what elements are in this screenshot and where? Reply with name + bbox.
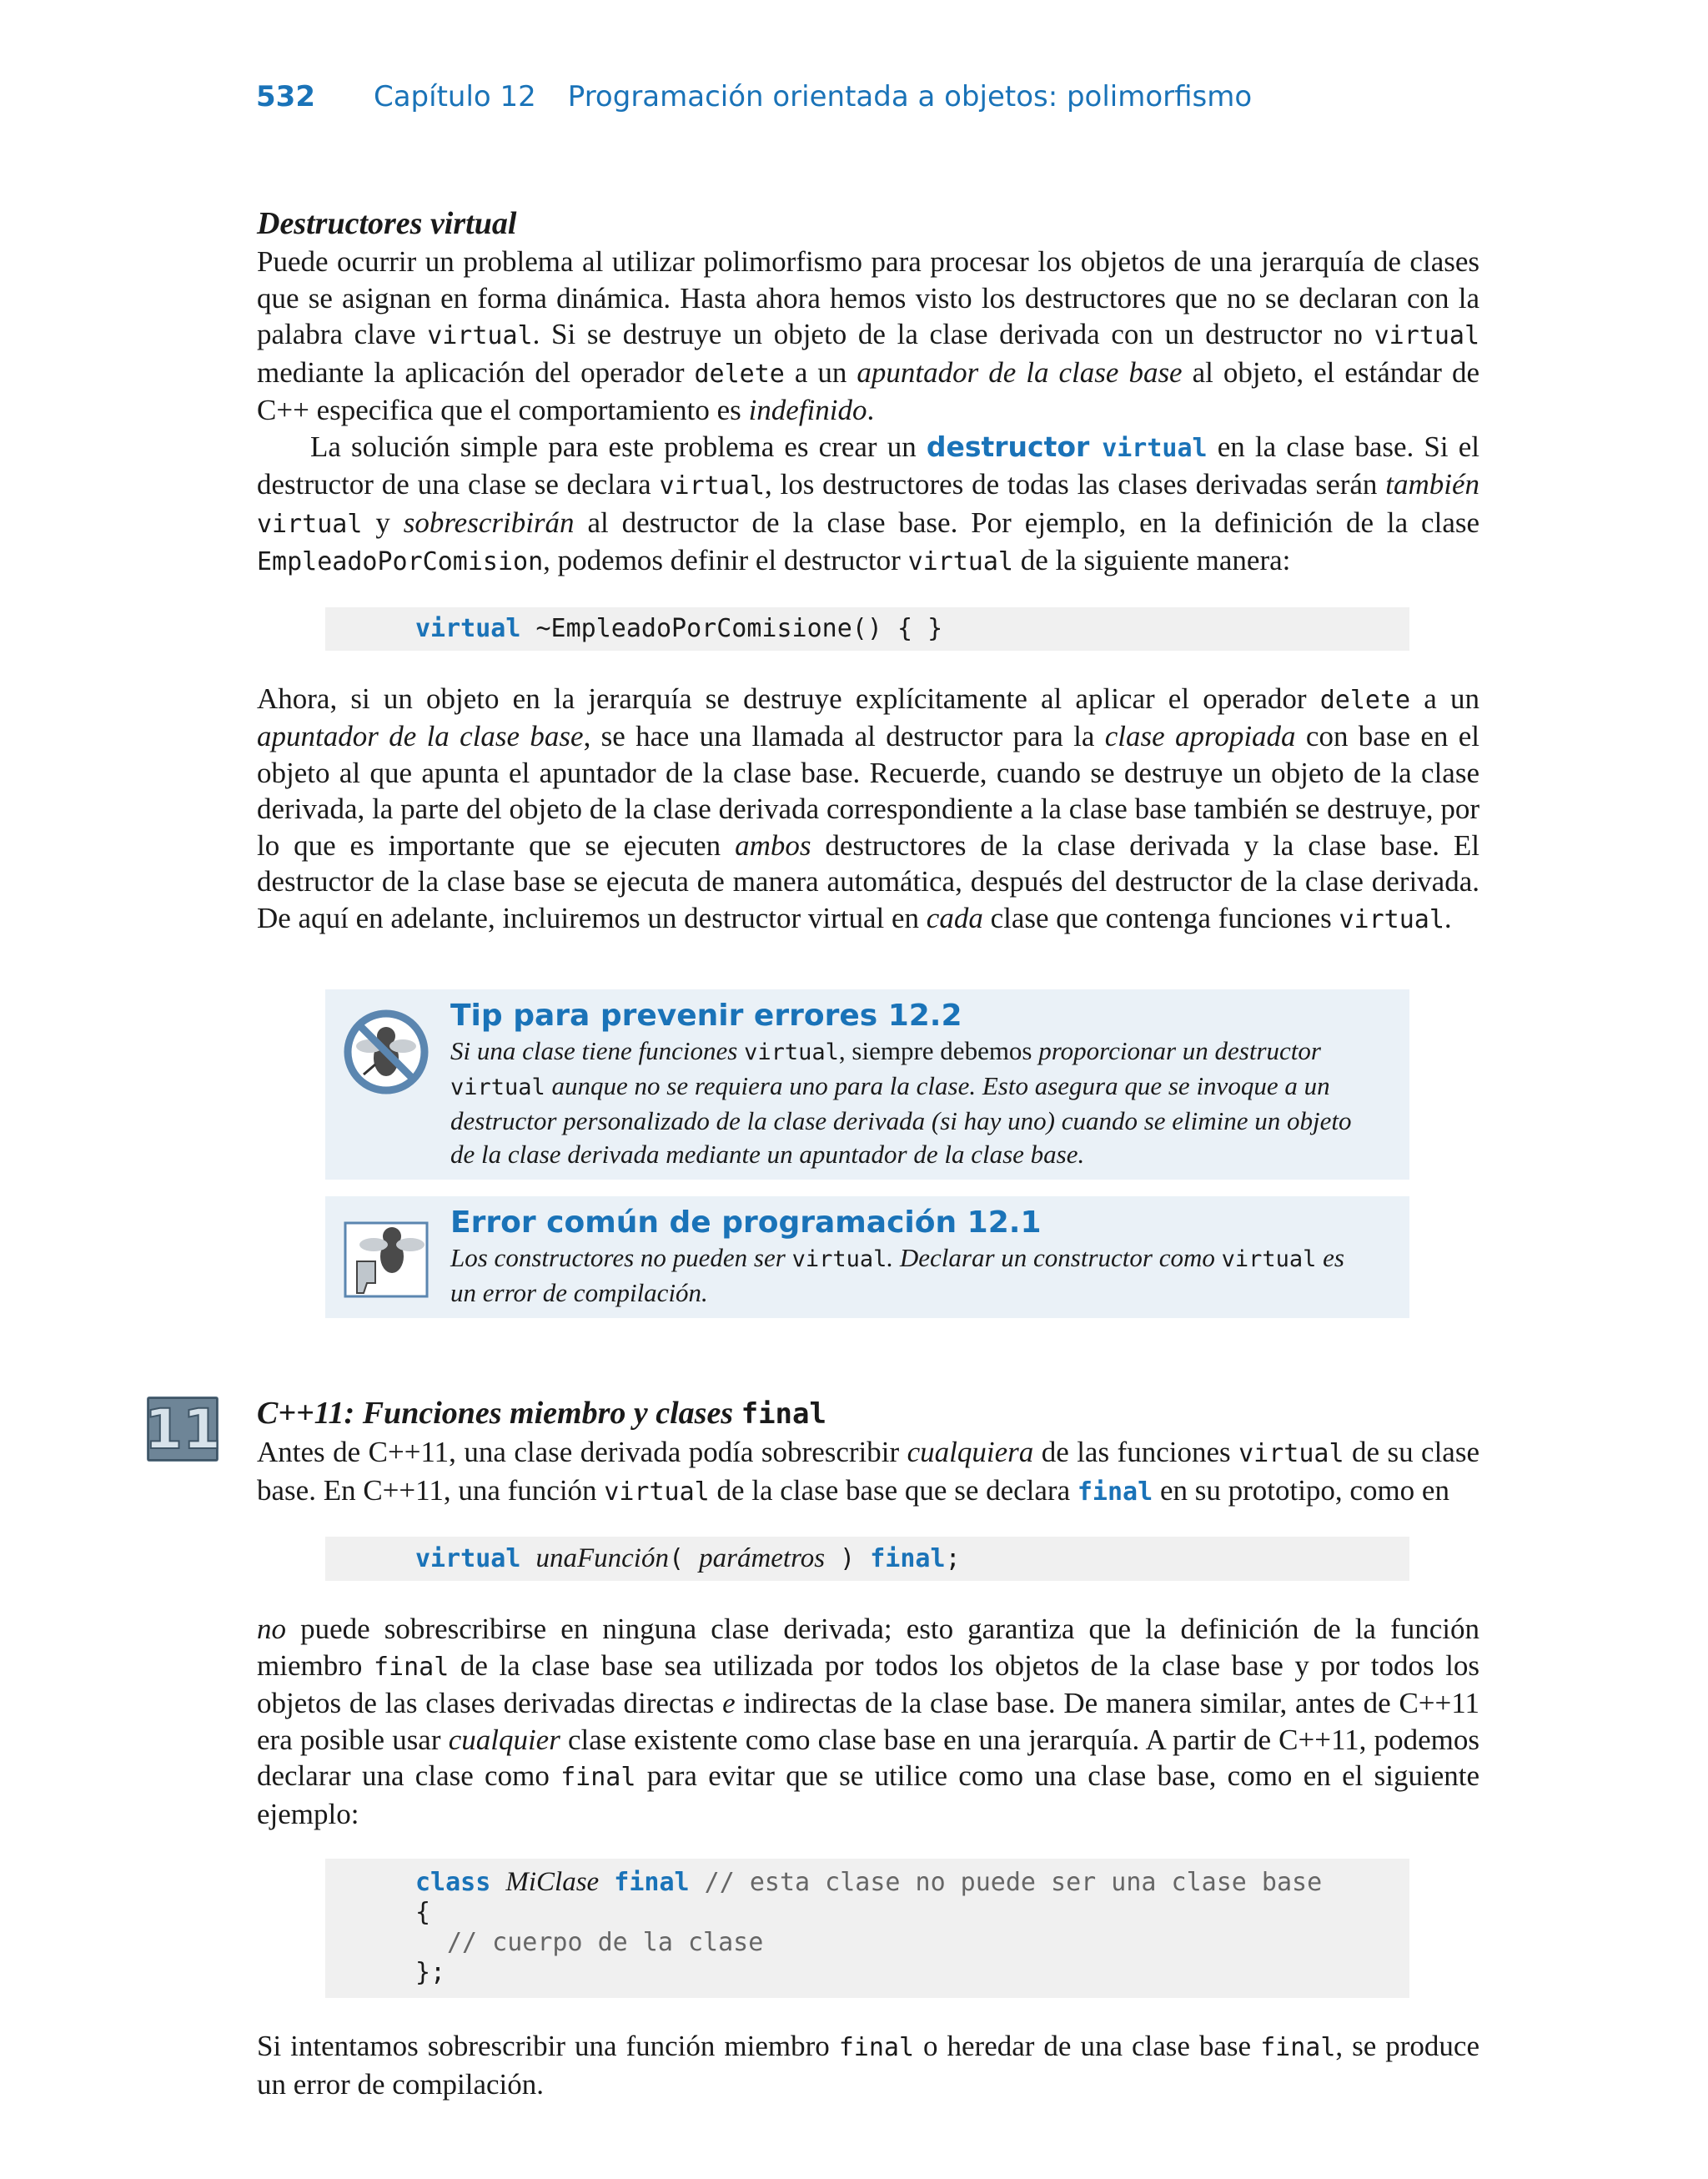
tip-title: Tip para prevenir errores 12.2 [450, 999, 962, 1033]
paragraph: Puede ocurrir un problema al utilizar polimorfismo para procesar los objetos de una jerarquía de clases que se asignan en forma dinámica. Hasta ahora hemos visto los destructores que no se declaran con la palabra clave virtual. Si se destruye un objeto de la clase derivada con un destructor no virtual mediante la aplicación del operador delete a un apuntador de la clase base al objeto, el estándar de C++ especifica que el comportamiento es indefinido. [257, 245, 1480, 426]
tip-box [325, 989, 1409, 1180]
paragraph: Ahora, si un objeto en la jerarquía se destruye explícitamente al aplicar el operador delete a un apuntador de la clase base, se hace una llamada al destructor para la clase apropiada con base en el objeto al que apunta el apuntador de la clase base. Recuerde, cuando se destruye un objeto de la clase derivada, la parte del objeto de la clase derivada correspondiente a la clase base también se destruye, por lo que es importante que se ejecuten ambos destructores de la clase derivada y la clase base. El destructor de la clase base se ejecuta de manera automática, después del destructor de la clase derivada. De aquí en adelante, incluiremos un destructor virtual en cada clase que contenga funciones virtual. [257, 682, 1479, 934]
key-term: destructor virtual [926, 430, 1208, 463]
error-box [325, 1196, 1409, 1318]
bug-thumbs-down-icon [342, 1215, 430, 1303]
main-content [257, 204, 1479, 2102]
paragraph: La solución simple para este problema es crear un destructor virtual en la clase base. Si el destructor de una clase se declara virtual, los destructores de todas las clases derivadas serán también virtual y sobrescribirán al destructor de la clase base. Por ejemplo, en la definición de la clase EmpleadoPorComision, podemos definir el destructor virtual de la siguiente manera: [257, 430, 1480, 576]
code-block: virtual unaFunción( parámetros ) final; [325, 1537, 1409, 1581]
page-number: 532 [256, 80, 315, 113]
chapter-title: Programación orientada a objetos: polimorfismo [567, 80, 1253, 113]
paragraph: Si intentamos sobrescribir una función miembro final o heredar de una clase base final, se produce un error de compilación. [257, 2030, 1479, 2101]
paragraph: no puede sobrescribirse en ninguna clase derivada; esto garantiza que la definición de la función miembro final de la clase base sea utilizada por todos los objetos de la clase base y por todos los objetos de las clases derivadas directas e indirectas de la clase base. De manera similar, antes de C++11 era posible usar cualquier clase existente como clase base en una jerarquía. A partir de C++11, podemos declarar una clase como final para evitar que se utilice como una clase base, como en el siguiente ejemplo: [257, 1613, 1479, 1830]
section-title-virtual-destructors: Destructores virtual [257, 206, 517, 241]
running-header [256, 80, 1252, 113]
chapter-label: Capítulo 12 [373, 80, 536, 113]
section-title-final: C++11: Funciones miembro y clases final [257, 1396, 826, 1431]
error-text: Los constructores no pueden ser virtual. Declarar un constructor como virtual es un error de compilación. [450, 1243, 1344, 1307]
error-title: Error común de programación 12.1 [450, 1205, 1042, 1240]
code-block: virtual ~EmpleadoPorComisione() { } [325, 607, 1409, 651]
bug-prohibited-icon [342, 1008, 430, 1096]
tip-text: Si una clase tiene funciones virtual, siempre debemos proporcionar un destructor virtual aunque no se requiera uno para la clase. Esto asegura que se invoque a un destructor personalizado de la clase derivada (si hay uno) cuando se elimine un objeto de la clase derivada mediante un apuntador de la clase base. [450, 1036, 1352, 1169]
code-block: class MiClase final // esta clase no puede ser una clase base { // cuerpo de la clase }; [325, 1859, 1409, 1998]
cpp11-badge-icon [147, 1396, 219, 1462]
svg-text:11: 11 [147, 1397, 219, 1462]
paragraph: Antes de C++11, una clase derivada podía sobrescribir cualquiera de las funciones virtual de su clase base. En C++11, una función virtual de la clase base que se declara final en su prototipo, como en [257, 1436, 1480, 1507]
